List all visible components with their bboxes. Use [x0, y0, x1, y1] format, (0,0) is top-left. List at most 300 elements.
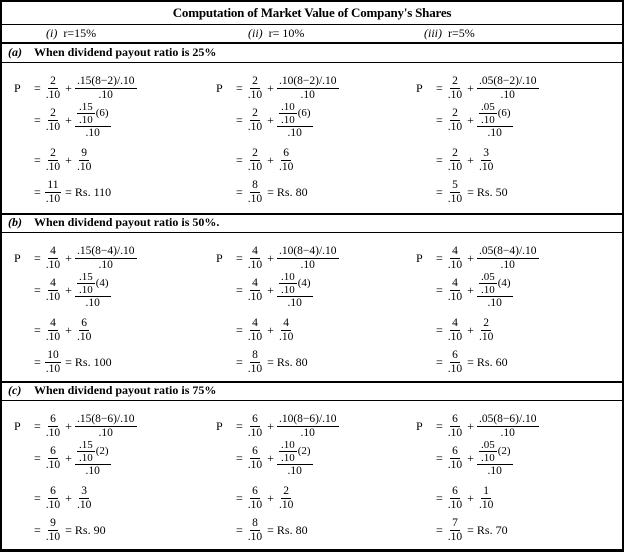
equals-sign: =: [436, 323, 443, 337]
numerator: 2: [283, 485, 289, 497]
numerator: 6: [452, 445, 458, 457]
price-symbol: P: [14, 419, 21, 433]
fraction: [246, 317, 264, 344]
equals-sign: =: [236, 451, 243, 465]
multiplier: (6): [497, 107, 511, 119]
denominator: .10: [247, 459, 263, 471]
equation-line: [216, 413, 340, 440]
result-line: [32, 179, 113, 206]
denominator: .10: [45, 363, 61, 375]
equals-sign: =: [34, 251, 41, 265]
denominator: .10: [447, 363, 463, 375]
numerator: 2: [50, 107, 56, 119]
fraction: [446, 349, 464, 376]
numerator: 2: [252, 75, 258, 87]
equation-line: [32, 147, 94, 174]
numerator: 8: [252, 179, 258, 191]
plus-sign: +: [65, 323, 72, 337]
fraction: [75, 317, 93, 344]
price-symbol: P: [416, 251, 423, 265]
denominator: .10: [447, 499, 463, 511]
fraction: [246, 75, 264, 102]
denominator: .10: [447, 193, 463, 205]
numerator: 8: [252, 517, 258, 529]
equals-sign: =: [436, 153, 443, 167]
numerator: .05(8−6)/.10: [478, 413, 537, 425]
equals-sign: =: [34, 323, 41, 337]
plus-sign: +: [267, 81, 274, 95]
section-heading: When dividend payout ratio is 75%: [34, 383, 217, 397]
inner-fraction: [279, 101, 297, 126]
market-value: = Rs. 60: [467, 355, 508, 369]
compound-fraction: [276, 271, 314, 310]
plus-sign: +: [65, 81, 72, 95]
denominator: .10: [78, 452, 93, 464]
inner-fraction: [479, 101, 497, 126]
equals-sign: =: [34, 491, 41, 505]
fraction: [277, 75, 339, 102]
plus-sign: +: [267, 451, 274, 465]
denominator: .10: [45, 427, 61, 439]
equals-sign: =: [34, 153, 41, 167]
fraction: [277, 485, 295, 512]
multiplier: (2): [497, 445, 511, 457]
denominator: .10: [478, 331, 494, 343]
denominator: .10: [480, 284, 495, 296]
inner-fraction: [479, 271, 497, 296]
numerator: .15: [78, 271, 93, 283]
numerator: 6: [50, 413, 56, 425]
market-value: = Rs. 50: [467, 185, 508, 199]
numerator: [277, 271, 313, 297]
denominator: .10: [500, 259, 515, 271]
fraction: [246, 485, 264, 512]
section-header: [2, 380, 622, 401]
equation-line: [234, 317, 296, 344]
numerator: 6: [81, 317, 87, 329]
denominator: .10: [45, 499, 61, 511]
fraction: [446, 107, 464, 134]
compound-fraction: [276, 101, 314, 140]
numerator: .05: [480, 439, 495, 451]
market-value: = Rs. 110: [65, 185, 112, 199]
section-body: [2, 63, 622, 215]
multiplier: (6): [297, 107, 311, 119]
multiplier: (4): [297, 277, 311, 289]
numerator: 9: [50, 517, 56, 529]
numerator: .05(8−4)/.10: [478, 245, 537, 257]
plus-sign: +: [467, 419, 474, 433]
section-header: [2, 212, 622, 233]
denominator: .10: [247, 291, 263, 303]
denominator: .10: [447, 121, 463, 133]
rate-header: [424, 26, 475, 41]
inner-fraction: [77, 101, 95, 126]
denominator: .10: [247, 427, 263, 439]
plus-sign: +: [65, 491, 72, 505]
fraction: [75, 245, 137, 272]
numerator: [477, 271, 513, 297]
title-row: [2, 2, 622, 25]
denominator: .10: [98, 259, 113, 271]
numerator: 4: [452, 245, 458, 257]
denominator: .10: [287, 297, 302, 309]
denominator: .10: [500, 427, 515, 439]
price-symbol: P: [216, 419, 223, 433]
equals-sign: =: [34, 113, 41, 127]
numerator: 2: [483, 317, 489, 329]
fraction: [44, 179, 62, 206]
denominator: .10: [85, 465, 100, 477]
fraction: [477, 271, 513, 310]
numerator: .05(8−2)/.10: [478, 75, 537, 87]
fraction: [277, 245, 339, 272]
computation-column: [208, 63, 408, 213]
denominator: .10: [247, 531, 263, 543]
rate-header: [248, 26, 304, 41]
plus-sign: +: [267, 419, 274, 433]
numerator: 4: [252, 245, 258, 257]
section-label: (a): [8, 45, 22, 59]
fraction: [277, 413, 339, 440]
plus-sign: +: [65, 451, 72, 465]
fraction: [477, 245, 539, 272]
equation-line: [416, 413, 540, 440]
numerator: .10(8−4)/.10: [278, 245, 337, 257]
result-line: [434, 517, 510, 544]
denominator: .10: [85, 127, 100, 139]
equation-line: [234, 101, 314, 140]
fraction: [246, 107, 264, 134]
numerator: .10: [280, 101, 295, 113]
fraction: [277, 271, 313, 310]
denominator: .10: [278, 331, 294, 343]
fraction: [75, 439, 111, 478]
fraction: [75, 271, 111, 310]
computation-column: [408, 63, 608, 213]
fraction: [75, 413, 137, 440]
compound-fraction: [74, 271, 112, 310]
numerator: [277, 101, 313, 127]
denominator: .10: [247, 363, 263, 375]
denominator: .10: [287, 127, 302, 139]
denominator: .10: [280, 284, 295, 296]
denominator: .10: [280, 114, 295, 126]
numerator: [477, 439, 513, 465]
table-title: Computation of Market Value of Company's Shares: [172, 5, 452, 20]
equals-sign: =: [34, 419, 41, 433]
equals-sign: =: [236, 323, 243, 337]
rate-value: r= 10%: [268, 26, 305, 40]
numerator: 3: [483, 147, 489, 159]
equation-line: [14, 75, 138, 102]
section-label: (c): [8, 383, 22, 397]
fraction: [446, 445, 464, 472]
equation-line: [434, 317, 496, 344]
numerator: 2: [50, 75, 56, 87]
numerator: 6: [252, 413, 258, 425]
fraction: [446, 245, 464, 272]
plus-sign: +: [467, 283, 474, 297]
equals-sign: =: [236, 283, 243, 297]
fraction: [246, 349, 264, 376]
fraction: [246, 179, 264, 206]
denominator: .10: [247, 89, 263, 101]
fraction: [477, 317, 495, 344]
denominator: .10: [247, 259, 263, 271]
section-label: (b): [8, 215, 22, 229]
denominator: .10: [76, 161, 92, 173]
computation-column: [6, 63, 206, 213]
equation-line: [14, 245, 138, 272]
denominator: .10: [247, 331, 263, 343]
fraction: [246, 413, 264, 440]
result-line: [32, 349, 114, 376]
plus-sign: +: [467, 251, 474, 265]
equation-line: [434, 147, 496, 174]
denominator: .10: [45, 291, 61, 303]
fraction: [477, 485, 495, 512]
denominator: .10: [98, 89, 113, 101]
multiplier: (2): [297, 445, 311, 457]
fraction: [277, 317, 295, 344]
inner-fraction: [77, 271, 95, 296]
equals-sign: =: [436, 283, 443, 297]
equation-line: [32, 439, 112, 478]
equals-sign: =: [436, 185, 443, 199]
numerator: .15: [78, 101, 93, 113]
denominator: .10: [478, 499, 494, 511]
equation-line: [434, 101, 514, 140]
numerator: 4: [50, 277, 56, 289]
equals-sign: =: [436, 451, 443, 465]
rate-number: (iii): [424, 26, 442, 40]
denominator: .10: [487, 297, 502, 309]
numerator: 2: [452, 75, 458, 87]
plus-sign: +: [267, 323, 274, 337]
numerator: 4: [452, 277, 458, 289]
numerator: 4: [252, 277, 258, 289]
market-value: = Rs. 80: [267, 355, 308, 369]
computation-column: [6, 401, 206, 549]
equation-line: [416, 245, 540, 272]
market-value: = Rs. 80: [267, 185, 308, 199]
fraction: [446, 413, 464, 440]
plus-sign: +: [267, 283, 274, 297]
result-line: [234, 179, 310, 206]
equation-line: [234, 271, 314, 310]
plus-sign: +: [267, 251, 274, 265]
equation-line: [32, 485, 94, 512]
plus-sign: +: [467, 323, 474, 337]
denominator: .10: [447, 259, 463, 271]
rate-number: (i): [46, 26, 58, 40]
numerator: 7: [452, 517, 458, 529]
denominator: .10: [300, 89, 315, 101]
section-heading: When dividend payout ratio is 50%.: [34, 215, 220, 229]
inner-fraction: [279, 271, 297, 296]
numerator: .10: [280, 271, 295, 283]
equation-line: [32, 317, 94, 344]
equation-line: [14, 413, 138, 440]
numerator: 11: [47, 179, 59, 191]
denominator: .10: [447, 531, 463, 543]
computation-column: [408, 233, 608, 381]
denominator: .10: [45, 89, 61, 101]
fraction: [246, 517, 264, 544]
compound-fraction: [276, 439, 314, 478]
equals-sign: =: [236, 419, 243, 433]
equals-sign: =: [236, 153, 243, 167]
market-value: = Rs. 90: [65, 523, 106, 537]
fraction: [446, 147, 464, 174]
equation-line: [416, 75, 540, 102]
denominator: .10: [247, 161, 263, 173]
denominator: .10: [78, 114, 93, 126]
denominator: .10: [300, 427, 315, 439]
rates-row: [2, 24, 622, 44]
equals-sign: =: [236, 81, 243, 95]
denominator: .10: [478, 161, 494, 173]
rate-number: (ii): [248, 26, 263, 40]
denominator: .10: [500, 89, 515, 101]
denominator: .10: [480, 114, 495, 126]
denominator: .10: [447, 459, 463, 471]
numerator: 4: [283, 317, 289, 329]
numerator: 6: [252, 445, 258, 457]
equation-line: [32, 101, 112, 140]
price-symbol: P: [216, 251, 223, 265]
plus-sign: +: [467, 491, 474, 505]
fraction: [44, 147, 62, 174]
section-body: [2, 233, 622, 383]
fraction: [246, 147, 264, 174]
market-value: = Rs. 80: [267, 523, 308, 537]
equation-line: [434, 271, 514, 310]
denominator: .10: [45, 121, 61, 133]
equals-sign: =: [236, 185, 243, 199]
result-line: [32, 517, 108, 544]
numerator: .10: [280, 439, 295, 451]
equals-sign: =: [436, 355, 443, 369]
rate-value: r=15%: [63, 26, 97, 40]
equals-sign: =: [436, 113, 443, 127]
plus-sign: +: [467, 451, 474, 465]
plus-sign: +: [65, 153, 72, 167]
denominator: .10: [45, 531, 61, 543]
denominator: .10: [45, 259, 61, 271]
plus-sign: +: [65, 283, 72, 297]
numerator: [75, 439, 111, 465]
fraction: [44, 349, 62, 376]
equation-line: [32, 271, 112, 310]
denominator: .10: [300, 259, 315, 271]
plus-sign: +: [267, 153, 274, 167]
equation-line: [234, 147, 296, 174]
numerator: [75, 271, 111, 297]
numerator: 8: [252, 349, 258, 361]
numerator: .15(8−6)/.10: [76, 413, 135, 425]
numerator: 6: [50, 445, 56, 457]
equals-sign: =: [34, 523, 41, 537]
plus-sign: +: [65, 251, 72, 265]
denominator: .10: [45, 459, 61, 471]
numerator: 9: [81, 147, 87, 159]
fraction: [246, 445, 264, 472]
equals-sign: =: [236, 523, 243, 537]
numerator: 4: [252, 317, 258, 329]
numerator: 6: [452, 349, 458, 361]
compound-fraction: [476, 439, 514, 478]
plus-sign: +: [467, 113, 474, 127]
fraction: [446, 179, 464, 206]
fraction: [44, 413, 62, 440]
result-line: [234, 349, 310, 376]
numerator: 2: [452, 147, 458, 159]
equation-line: [216, 75, 340, 102]
compound-fraction: [74, 439, 112, 478]
fraction: [75, 485, 93, 512]
numerator: 6: [252, 485, 258, 497]
numerator: 2: [252, 107, 258, 119]
multiplier: (2): [95, 445, 109, 457]
computation-column: [408, 401, 608, 549]
denominator: .10: [447, 331, 463, 343]
numerator: 2: [50, 147, 56, 159]
plus-sign: +: [467, 81, 474, 95]
denominator: .10: [85, 297, 100, 309]
inner-fraction: [479, 439, 497, 464]
compound-fraction: [74, 101, 112, 140]
fraction: [44, 445, 62, 472]
equation-line: [434, 485, 496, 512]
numerator: 6: [283, 147, 289, 159]
numerator: .10(8−2)/.10: [278, 75, 337, 87]
denominator: .10: [78, 284, 93, 296]
fraction: [446, 485, 464, 512]
denominator: .10: [247, 499, 263, 511]
fraction: [246, 277, 264, 304]
numerator: .15: [78, 439, 93, 451]
fraction: [44, 75, 62, 102]
fraction: [246, 245, 264, 272]
fraction: [44, 517, 62, 544]
equation-line: [234, 485, 296, 512]
plus-sign: +: [267, 113, 274, 127]
equals-sign: =: [34, 283, 41, 297]
fraction: [277, 101, 313, 140]
equals-sign: =: [34, 355, 41, 369]
equals-sign: =: [436, 419, 443, 433]
denominator: .10: [447, 427, 463, 439]
plus-sign: +: [65, 419, 72, 433]
equals-sign: =: [236, 355, 243, 369]
section-heading: When dividend payout ratio is 25%: [34, 45, 217, 59]
fraction: [44, 485, 62, 512]
fraction: [277, 439, 313, 478]
computation-column: [208, 233, 408, 381]
section-body: [2, 401, 622, 551]
fraction: [75, 75, 137, 102]
numerator: 5: [452, 179, 458, 191]
equals-sign: =: [34, 81, 41, 95]
numerator: .15(8−2)/.10: [76, 75, 135, 87]
equals-sign: =: [34, 451, 41, 465]
fraction: [477, 439, 513, 478]
fraction: [75, 101, 111, 140]
equation-line: [434, 439, 514, 478]
fraction: [277, 147, 295, 174]
